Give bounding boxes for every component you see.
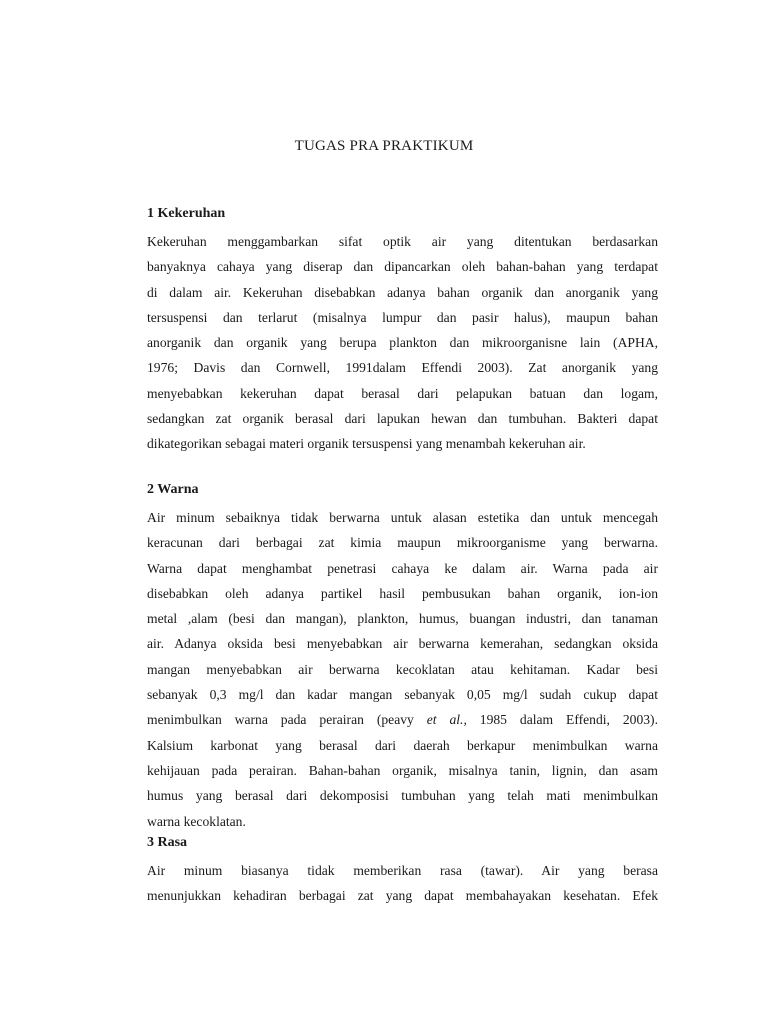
text-line: Kalsium karbonat yang berasal dari daerah berkapur menimbulkan warna	[147, 737, 658, 753]
section-heading-kekeruhan: 1 Kekeruhan	[147, 206, 226, 221]
text-line: 1976; Davis dan Cornwell, 1991dalam Effendi 2003). Zat anorganik yang	[147, 360, 658, 376]
section-heading-rasa: 3 Rasa	[147, 835, 188, 850]
text-line: menyebabkan kekeruhan dapat berasal dari pelapukan batuan dan logam,	[147, 385, 658, 401]
text-line: banyaknya cahaya yang diserap dan dipancarkan oleh bahan-bahan yang terdapat	[147, 259, 658, 275]
section-body-rasa	[147, 858, 658, 909]
text-line: tersuspensi dan terlarut (misalnya lumpur dan pasir halus), maupun bahan	[147, 309, 658, 325]
text-line: sebanyak 0,3 mg/l dan kadar mangan sebanyak 0,05 mg/l sudah cukup dapat	[147, 687, 658, 703]
section-heading-warna: 2 Warna	[147, 482, 199, 497]
text-line: di dalam air. Kekeruhan disebabkan adanya bahan organik dan anorganik yang	[147, 284, 658, 300]
text-line: Air minum sebaiknya tidak berwarna untuk alasan estetika dan untuk mencegah	[147, 510, 658, 525]
text-line: menunjukkan kehadiran berbagai zat yang dapat membahayakan kesehatan. Efek	[147, 888, 658, 904]
text-line: warna kecoklatan.	[147, 813, 246, 829]
text-line: keracunan dari berbagai zat kimia maupun mikroorganisme yang berwarna.	[147, 535, 658, 551]
text-line: Kekeruhan menggambarkan sifat optik air yang ditentukan berdasarkan	[147, 234, 658, 249]
text-line: Warna dapat menghambat penetrasi cahaya ke dalam air. Warna pada air	[147, 560, 658, 576]
text-line: menimbulkan warna pada perairan (peavy et al., 1985 dalam Effendi, 2003).	[147, 712, 658, 728]
section-body-warna	[147, 505, 658, 834]
page-title: TUGAS PRA PRAKTIKUM	[294, 138, 474, 154]
text-line: air. Adanya oksida besi menyebabkan air berwarna kemerahan, sedangkan oksida	[147, 636, 658, 652]
italic-citation: et al.,	[426, 712, 467, 728]
text-line: sedangkan zat organik berasal dari lapukan hewan dan tumbuhan. Bakteri dapat	[147, 411, 658, 427]
text-line: anorganik dan organik yang berupa plankton dan mikroorganisne lain (APHA,	[147, 335, 658, 351]
text-line: mangan menyebabkan air berwarna kecoklatan atau kehitaman. Kadar besi	[147, 661, 658, 677]
text-line: Air minum biasanya tidak memberikan rasa (tawar). Air yang berasa	[147, 863, 658, 878]
text-line: metal ,alam (besi dan mangan), plankton, humus, buangan industri, dan tanaman	[147, 611, 658, 627]
text-line: humus yang berasal dari dekomposisi tumbuhan yang telah mati menimbulkan	[147, 788, 658, 804]
text-line: dikategorikan sebagai materi organik tersuspensi yang menambah kekeruhan air.	[147, 436, 586, 452]
text-line: disebabkan oleh adanya partikel hasil pembusukan bahan organik, ion-ion	[147, 585, 658, 601]
section-body-kekeruhan	[147, 229, 658, 457]
text-line: kehijauan pada perairan. Bahan-bahan organik, misalnya tanin, lignin, dan asam	[147, 762, 658, 778]
